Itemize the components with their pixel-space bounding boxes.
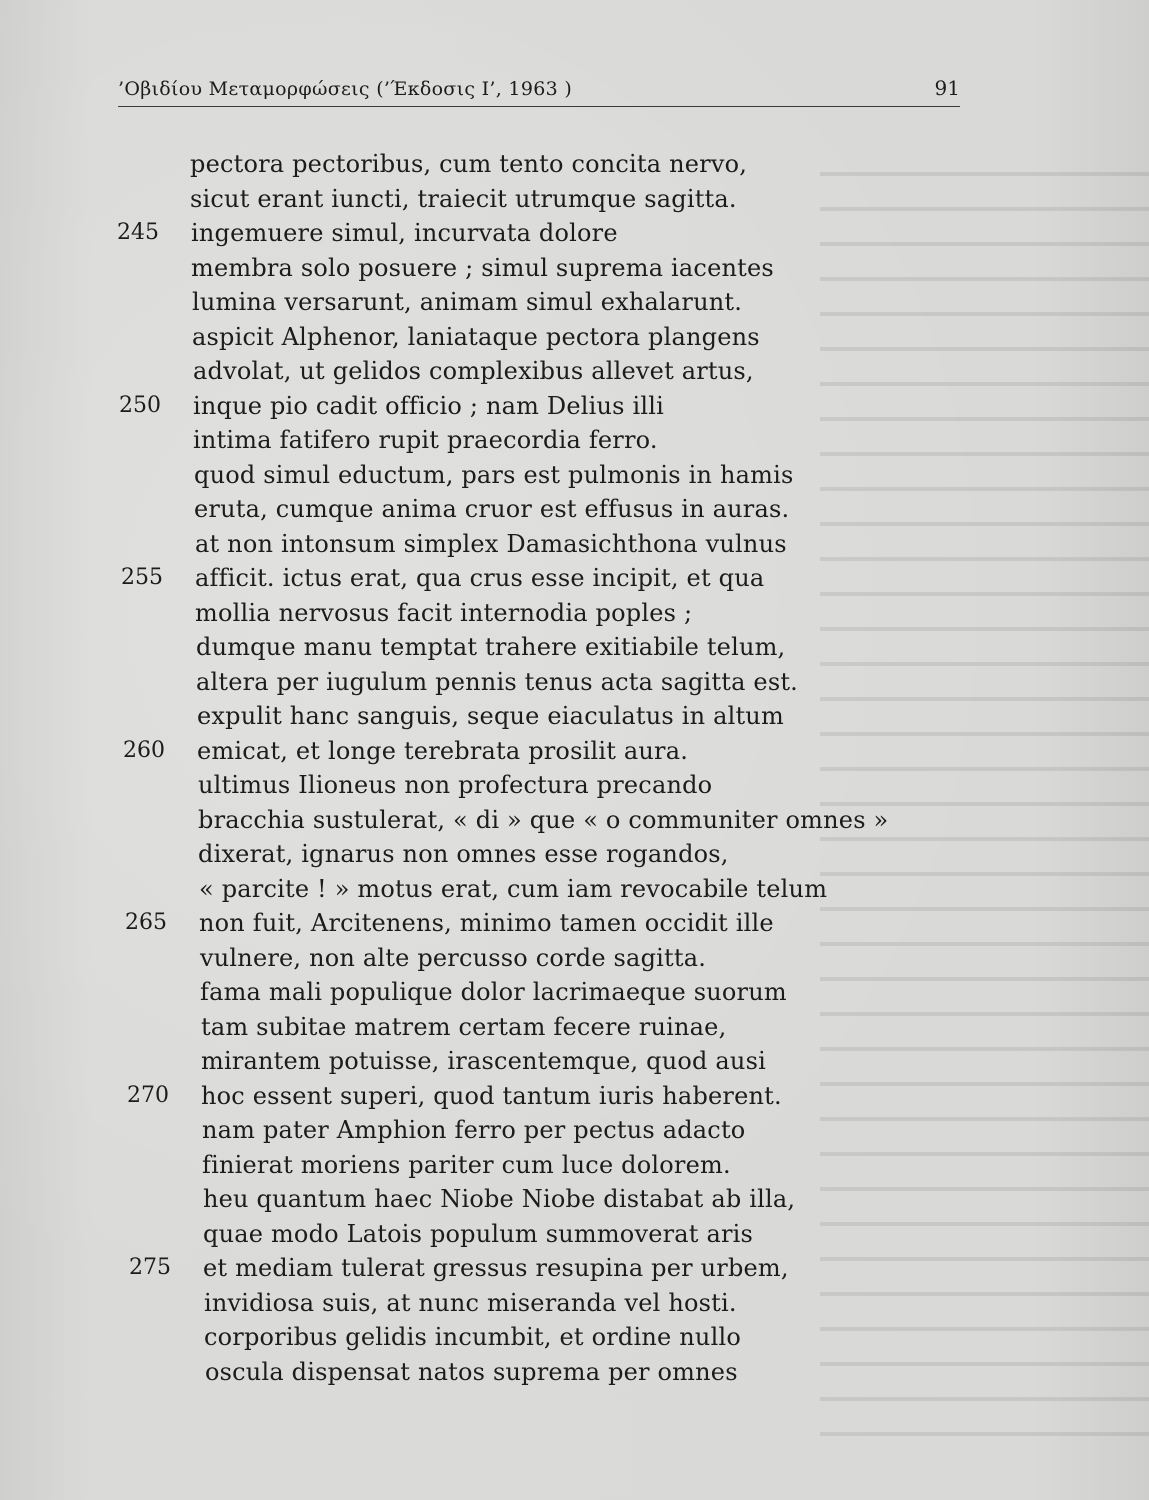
line-number: 255 (121, 565, 163, 590)
line-text: aspicit Alphenor, laniataque pectora plangens (192, 322, 760, 351)
verse-line (0, 1079, 1149, 1114)
line-text: quae modo Latois populum summoverat aris (203, 1219, 754, 1248)
line-text: lumina versarunt, animam simul exhalarunt. (192, 288, 743, 316)
line-text: invidiosa suis, at nunc miseranda vel hosti. (204, 1288, 737, 1317)
line-text: inque pio cadit officio ; nam Delius illi (193, 391, 665, 420)
line-text: hoc essent superi, quod tantum iuris haberent. (201, 1081, 782, 1110)
line-text: afficit. ictus erat, qua crus esse incipit, et qua (195, 564, 765, 592)
verse-line (0, 1010, 1149, 1045)
verse-line (0, 734, 1149, 769)
line-text: intima fatifero rupit praecordia ferro. (193, 426, 658, 454)
verse-line (0, 975, 1149, 1010)
line-text: altera per iugulum pennis tenus acta sagitta est. (196, 667, 799, 696)
line-text: oscula dispensat natos suprema per omnes (205, 1357, 738, 1386)
line-number: 250 (119, 392, 161, 418)
line-text: ingemuere simul, incurvata dolore (191, 219, 618, 247)
verse-line (0, 630, 1149, 665)
line-text: bracchia sustulerat, « di » que « o communiter omnes » (198, 805, 889, 834)
verse-line (0, 1182, 1149, 1217)
line-number: 245 (117, 220, 159, 245)
verse-line (0, 1251, 1149, 1286)
line-text: eruta, cumque anima cruor est effusus in auras. (194, 495, 790, 523)
verse-line (0, 251, 1149, 286)
line-text: emicat, et longe terebrata prosilit aura. (197, 736, 689, 765)
line-text: dixerat, ignarus non omnes esse rogandos, (198, 840, 729, 868)
line-text: corporibus gelidis incumbit, et ordine nullo (204, 1323, 741, 1351)
line-text: tam subitae matrem certam fecere ruinae, (201, 1012, 727, 1041)
verse-line (0, 665, 1149, 700)
line-text: fama mali populique dolor lacrimaeque suorum (200, 978, 787, 1006)
line-text: heu quantum haec Niobe Niobe distabat ab illa, (203, 1185, 796, 1213)
verse-line (0, 285, 1149, 320)
line-number: 265 (125, 910, 167, 935)
line-text: sicut erant iuncti, traiecit utrumque sagitta. (190, 184, 737, 213)
verse-line (0, 596, 1149, 631)
verse-line (0, 527, 1149, 562)
verse-line (0, 1148, 1149, 1183)
verse-line (0, 1320, 1149, 1355)
page-number: 91 (934, 76, 960, 100)
line-number: 260 (123, 737, 165, 763)
running-head-title: ’Οβιδίου Μεταμορφώσεις (’Έκδοσις Ι’, 1963 ) (118, 78, 573, 100)
verse-line (0, 561, 1149, 596)
line-text: pectora pectoribus, cum tento concita nervo, (190, 150, 748, 178)
verse-line (0, 320, 1149, 355)
verse-line (0, 458, 1149, 493)
line-text: membra solo posuere ; simul suprema iacentes (191, 253, 774, 282)
verse-line (0, 941, 1149, 976)
verse-line (0, 147, 1149, 182)
line-text: mollia nervosus facit internodia poples ; (195, 598, 693, 627)
line-text: quod simul eductum, pars est pulmonis in hamis (194, 460, 794, 489)
line-number: 270 (127, 1082, 169, 1108)
line-number: 275 (129, 1255, 171, 1280)
verse-line (0, 768, 1149, 803)
line-text: finierat moriens pariter cum luce dolorem. (202, 1150, 731, 1179)
line-text: non fuit, Arcitenens, minimo tamen occidit ille (199, 909, 774, 937)
line-text: at non intonsum simplex Damasichthona vulnus (195, 529, 787, 558)
verse-line (0, 389, 1149, 424)
line-text: vulnere, non alte percusso corde sagitta. (200, 943, 707, 972)
verse-line (0, 423, 1149, 458)
verse-block (0, 147, 1149, 1389)
line-text: ultimus Ilioneus non profectura precando (198, 771, 713, 799)
line-text: dumque manu temptat trahere exitiabile telum, (196, 633, 786, 661)
verse-line (0, 1113, 1149, 1148)
line-text: « parcite ! » motus erat, cum iam revocabile telum (199, 874, 828, 903)
verse-line (0, 699, 1149, 734)
verse-line (0, 906, 1149, 941)
verse-line (0, 1217, 1149, 1252)
line-text: advolat, ut gelidos complexibus allevet artus, (193, 357, 754, 385)
line-text: mirantem potuisse, irascentemque, quod ausi (201, 1047, 766, 1075)
verse-line (0, 872, 1149, 907)
verse-line (0, 1044, 1149, 1079)
verse-line (0, 216, 1149, 251)
verse-line (0, 182, 1149, 217)
running-head (118, 76, 960, 107)
verse-line (0, 837, 1149, 872)
line-text: et mediam tulerat gressus resupina per urbem, (203, 1254, 789, 1282)
verse-line (0, 803, 1149, 838)
verse-line (0, 1355, 1149, 1390)
verse-line (0, 1286, 1149, 1321)
verse-line (0, 492, 1149, 527)
line-text: expulit hanc sanguis, seque eiaculatus in altum (197, 702, 784, 730)
verse-line (0, 354, 1149, 389)
line-text: nam pater Amphion ferro per pectus adacto (202, 1116, 746, 1144)
